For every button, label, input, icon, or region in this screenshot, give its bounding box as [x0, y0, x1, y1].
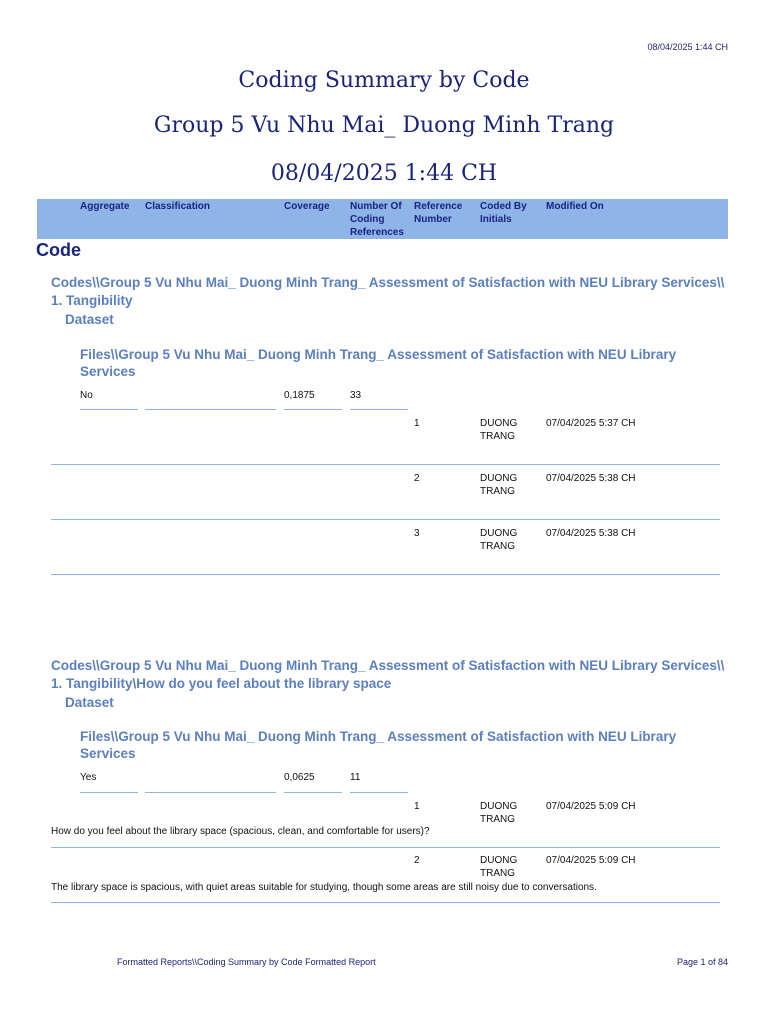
summary-num-refs: 11 [350, 772, 361, 783]
summary-aggregate: Yes [80, 772, 97, 783]
summary-aggregate: No [80, 390, 93, 401]
modified-on: 07/04/2025 5:38 CH [546, 473, 636, 484]
file-path: Files\\Group 5 Vu Nhu Mai_ Duong Minh Trang_ Assessment of Satisfaction with NEU Library Services [80, 347, 677, 379]
file-path: Files\\Group 5 Vu Nhu Mai_ Duong Minh Trang_ Assessment of Satisfaction with NEU Library Services [80, 729, 677, 761]
col-classification: Classification [145, 201, 211, 212]
modified-on: 07/04/2025 5:09 CH [546, 855, 636, 866]
divider [284, 409, 342, 410]
divider [350, 409, 408, 410]
reference-number: 2 [414, 855, 420, 866]
summary-coverage: 0,0625 [284, 772, 315, 783]
coded-by: DUONG TRANG [480, 855, 518, 879]
col-coded-by-initials: Coded By Initials [480, 201, 527, 225]
coded-by: DUONG TRANG [480, 418, 518, 442]
section-heading: Code [36, 240, 81, 260]
col-reference-number: Reference Number [414, 201, 463, 225]
node-path: Codes\\Group 5 Vu Nhu Mai_ Duong Minh Trang_ Assessment of Satisfaction with NEU Library Services\\ 1. Tangibility\How do you feel about the library space [51, 658, 725, 691]
coded-by: DUONG TRANG [480, 528, 518, 552]
divider [350, 792, 408, 793]
row-divider [51, 464, 720, 465]
coded-by: DUONG TRANG [480, 473, 518, 497]
reference-number: 1 [414, 801, 420, 812]
reference-text: The library space is spacious, with quiet areas suitable for studying, though some areas are still noisy due to conversations. [51, 882, 597, 893]
summary-num-refs: 33 [350, 390, 362, 401]
divider [80, 409, 138, 410]
col-aggregate: Aggregate [80, 201, 130, 212]
divider [145, 792, 276, 793]
col-modified-on: Modified On [546, 201, 604, 212]
divider [284, 792, 342, 793]
row-divider [51, 847, 720, 848]
report-title: Coding Summary by Code [238, 68, 530, 93]
divider [145, 409, 276, 410]
divider [80, 792, 138, 793]
dataset-label: Dataset [65, 695, 114, 710]
col-coverage: Coverage [284, 201, 330, 212]
node-path: Codes\\Group 5 Vu Nhu Mai_ Duong Minh Trang_ Assessment of Satisfaction with NEU Library Services\\ 1. Tangibility [51, 275, 725, 308]
reference-number: 1 [414, 418, 420, 429]
report-datetime: 08/04/2025 1:44 CH [270, 161, 498, 186]
modified-on: 07/04/2025 5:09 CH [546, 801, 636, 812]
modified-on: 07/04/2025 5:37 CH [546, 418, 636, 429]
reference-number: 2 [414, 473, 420, 484]
summary-coverage: 0,1875 [284, 390, 315, 401]
footer-report-path: Formatted Reports\\Coding Summary by Code Formatted Report [117, 957, 376, 967]
reference-text: How do you feel about the library space (spacious, clean, and comfortable for users)? [51, 826, 430, 837]
col-number-of-coding-references: Number Of Coding References [350, 201, 404, 238]
modified-on: 07/04/2025 5:38 CH [546, 528, 636, 539]
report-timestamp: 08/04/2025 1:44 CH [647, 42, 728, 52]
coded-by: DUONG TRANG [480, 801, 518, 825]
row-divider [51, 902, 720, 903]
project-name: Group 5 Vu Nhu Mai_ Duong Minh Trang [153, 113, 615, 138]
column-header-bar [37, 199, 728, 239]
page-number: Page 1 of 84 [676, 957, 728, 967]
reference-number: 3 [414, 528, 420, 539]
row-divider [51, 574, 720, 575]
row-divider [51, 519, 720, 520]
dataset-label: Dataset [65, 312, 114, 327]
